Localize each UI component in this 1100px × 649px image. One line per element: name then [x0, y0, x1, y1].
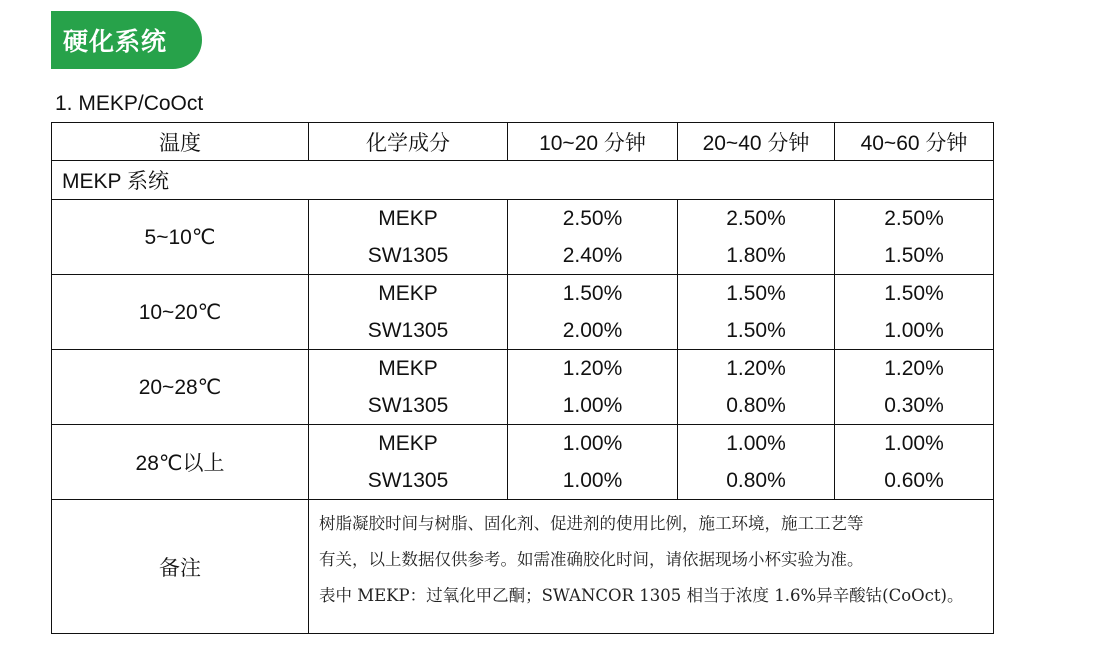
subheading: 1. MEKP/CoOct	[55, 92, 204, 115]
chemical-cell: MEKP	[309, 200, 508, 238]
group-row	[52, 161, 994, 200]
section-title: 硬化系统	[63, 27, 168, 56]
value-cell: 1.50%	[835, 237, 994, 275]
value-cell: 2.50%	[508, 200, 678, 238]
value-cell: 0.80%	[678, 462, 835, 500]
value-cell: 1.20%	[508, 350, 678, 388]
value-cell: 1.20%	[835, 350, 994, 388]
chemical-cell: SW1305	[309, 387, 508, 425]
table-row	[52, 425, 994, 463]
temperature-cell: 28℃以上	[52, 425, 309, 500]
chemical-cell: MEKP	[309, 425, 508, 463]
note-line: 树脂凝胶时间与树脂、固化剂、促进剂的使用比例，施工环境，施工工艺等	[319, 514, 864, 533]
value-cell: 1.00%	[678, 425, 835, 463]
value-cell: 1.50%	[678, 312, 835, 350]
value-cell: 1.20%	[678, 350, 835, 388]
value-cell: 0.60%	[835, 462, 994, 500]
table-row	[52, 200, 994, 238]
value-cell: 1.50%	[678, 275, 835, 313]
value-cell: 1.00%	[508, 425, 678, 463]
value-cell: 1.00%	[835, 425, 994, 463]
table-header-row	[52, 123, 994, 161]
chemical-cell: SW1305	[309, 237, 508, 275]
chemical-cell: MEKP	[309, 275, 508, 313]
value-cell: 1.00%	[508, 387, 678, 425]
value-cell: 2.40%	[508, 237, 678, 275]
note-label: 备注	[52, 500, 309, 634]
value-cell: 1.00%	[508, 462, 678, 500]
value-cell: 0.30%	[835, 387, 994, 425]
table-row	[52, 350, 994, 388]
temperature-cell: 10~20℃	[52, 275, 309, 350]
chemical-cell: SW1305	[309, 462, 508, 500]
value-cell: 1.50%	[835, 275, 994, 313]
note-row	[52, 500, 994, 634]
chemical-cell: SW1305	[309, 312, 508, 350]
note-line: 有关，以上数据仅供参考。如需准确胶化时间，请依据现场小杯实验为准。	[319, 550, 864, 569]
header-temperature: 温度	[52, 123, 309, 161]
temperature-cell: 5~10℃	[52, 200, 309, 275]
header-chemical: 化学成分	[309, 123, 508, 161]
temperature-cell: 20~28℃	[52, 350, 309, 425]
note-line: 表中 MEKP：过氧化甲乙酮；SWANCOR 1305 相当于浓度 1.6%异辛酸钴(CoOct)。	[319, 586, 964, 605]
value-cell: 2.50%	[835, 200, 994, 238]
group-label: MEKP 系统	[52, 161, 994, 200]
section-title-badge	[51, 11, 202, 69]
curing-ratio-table	[51, 122, 994, 634]
value-cell: 1.50%	[508, 275, 678, 313]
value-cell: 1.80%	[678, 237, 835, 275]
value-cell: 2.00%	[508, 312, 678, 350]
header-10-20-min: 10~20 分钟	[508, 123, 678, 161]
header-40-60-min: 40~60 分钟	[835, 123, 994, 161]
value-cell: 1.00%	[835, 312, 994, 350]
value-cell: 2.50%	[678, 200, 835, 238]
value-cell: 0.80%	[678, 387, 835, 425]
note-text	[309, 500, 994, 634]
table-row	[52, 275, 994, 313]
header-20-40-min: 20~40 分钟	[678, 123, 835, 161]
chemical-cell: MEKP	[309, 350, 508, 388]
